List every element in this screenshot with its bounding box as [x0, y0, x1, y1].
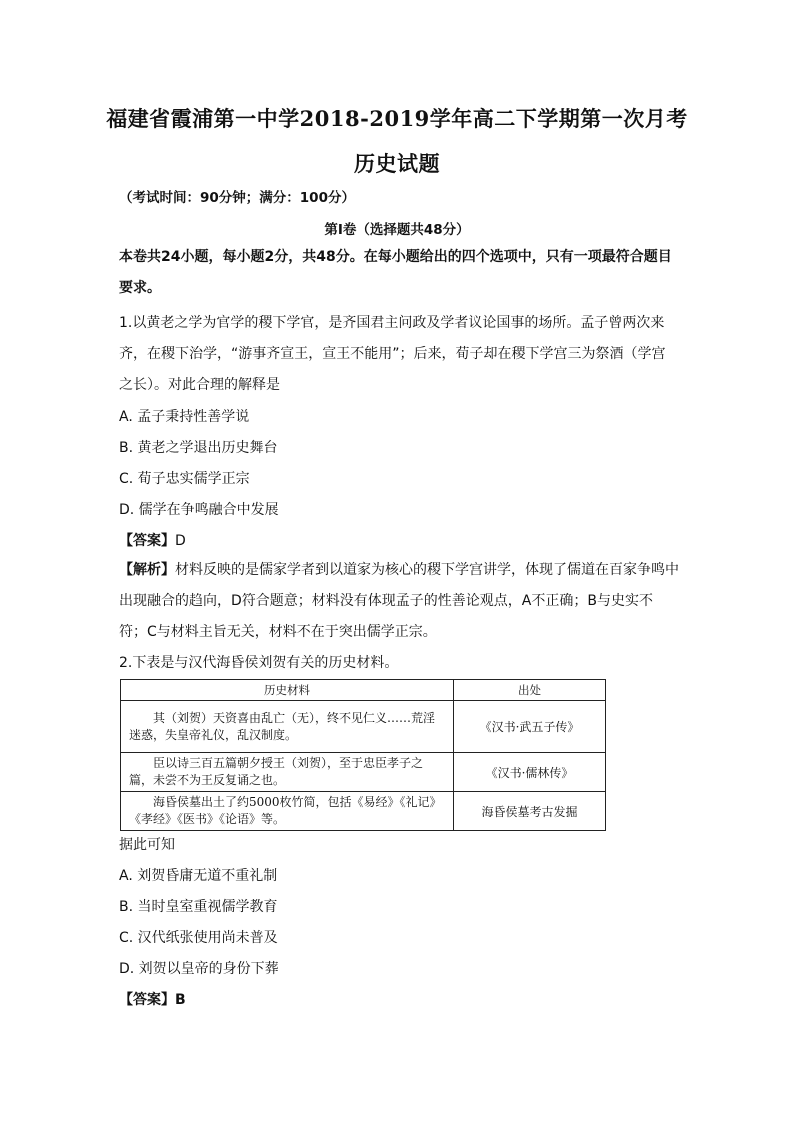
table-header-row — [121, 680, 606, 701]
q1-analysis-text: 材料反映的是儒家学者到以道家为核心的稷下学宫讲学，体现了儒道在百家争鸣中出现融合的趋向，D符合题意；材料没有体现孟子的性善论观点，A不正确；B与史实不符；C与材料主旨无关，材料不在于突出儒学正宗。 — [119, 562, 679, 640]
q2-answer — [119, 989, 186, 1009]
q1-option-c: C. 荀子忠实儒学正宗 — [119, 471, 250, 487]
table-row — [121, 701, 606, 753]
table-cell-source: 海昏侯墓考古发掘 — [454, 792, 606, 831]
q2-option-b: B. 当时皇室重视儒学教育 — [119, 899, 278, 915]
q2-option-a: A. 刘贺昏庸无道不重礼制 — [119, 868, 278, 884]
q1-analysis-label: 【解析】 — [119, 562, 175, 578]
q1-analysis — [119, 555, 679, 648]
section-instructions: 本卷共24小题，每小题2分，共48分。在每小题给出的四个选项中，只有一项最符合题目要求。 — [119, 249, 672, 296]
q2-option-d: D. 刘贺以皇帝的身份下葬 — [119, 961, 279, 977]
q2-answer-value: B — [175, 992, 186, 1008]
q1-answer-value: D — [175, 533, 186, 549]
table-cell-source: 《汉书·儒林传》 — [454, 753, 606, 792]
table-cell-source: 《汉书·武五子传》 — [454, 701, 606, 753]
q2-answer-label: 【答案】 — [119, 992, 175, 1008]
table-cell-material: 其（刘贺）天资喜由乱亡（无），终不见仁义……荒淫迷惑，失皇帝礼仪，乱汉制度。 — [121, 701, 454, 753]
q1-answer — [119, 530, 186, 550]
table-cell-material: 臣以诗三百五篇朝夕授王（刘贺），至于忠臣孝子之篇，未尝不为王反复诵之也。 — [121, 753, 454, 792]
q1-option-b: B. 黄老之学退出历史舞台 — [119, 440, 278, 456]
table-row — [121, 753, 606, 792]
section-title: 第Ⅰ卷（选择题共48分） — [324, 222, 470, 238]
history-materials-table — [120, 679, 606, 831]
q1-answer-label: 【答案】 — [119, 533, 175, 549]
q1-option-d: D. 儒学在争鸣融合中发展 — [119, 502, 279, 518]
exam-info: （考试时间：90分钟；满分：100分） — [119, 190, 355, 206]
table-header-source: 出处 — [454, 680, 606, 701]
q2-option-c: C. 汉代纸张使用尚未普及 — [119, 930, 278, 946]
table-row — [121, 792, 606, 831]
exam-subject-title: 历史试题 — [354, 151, 440, 176]
table-cell-material: 海昏侯墓出土了约5000枚竹简，包括《易经》《礼记》《孝经》《医书》《论语》等。 — [121, 792, 454, 831]
q2-stem: 2.下表是与汉代海昏侯刘贺有关的历史材料。 — [119, 655, 399, 671]
q2-prompt: 据此可知 — [119, 837, 175, 853]
table-header-material: 历史材料 — [121, 680, 454, 701]
q1-option-a: A. 孟子秉持性善学说 — [119, 409, 250, 425]
q1-stem: 1.以黄老之学为官学的稷下学官，是齐国君主问政及学者议论国事的场所。孟子曾两次来齐，在稷下治学，“游事齐宣王，宣王不能用”；后来，荀子却在稷下学宫三为祭酒（学宫之长）。对此合理的解释是 — [119, 315, 666, 393]
exam-title: 福建省霞浦第一中学2018-2019学年高二下学期第一次月考 — [106, 106, 688, 131]
